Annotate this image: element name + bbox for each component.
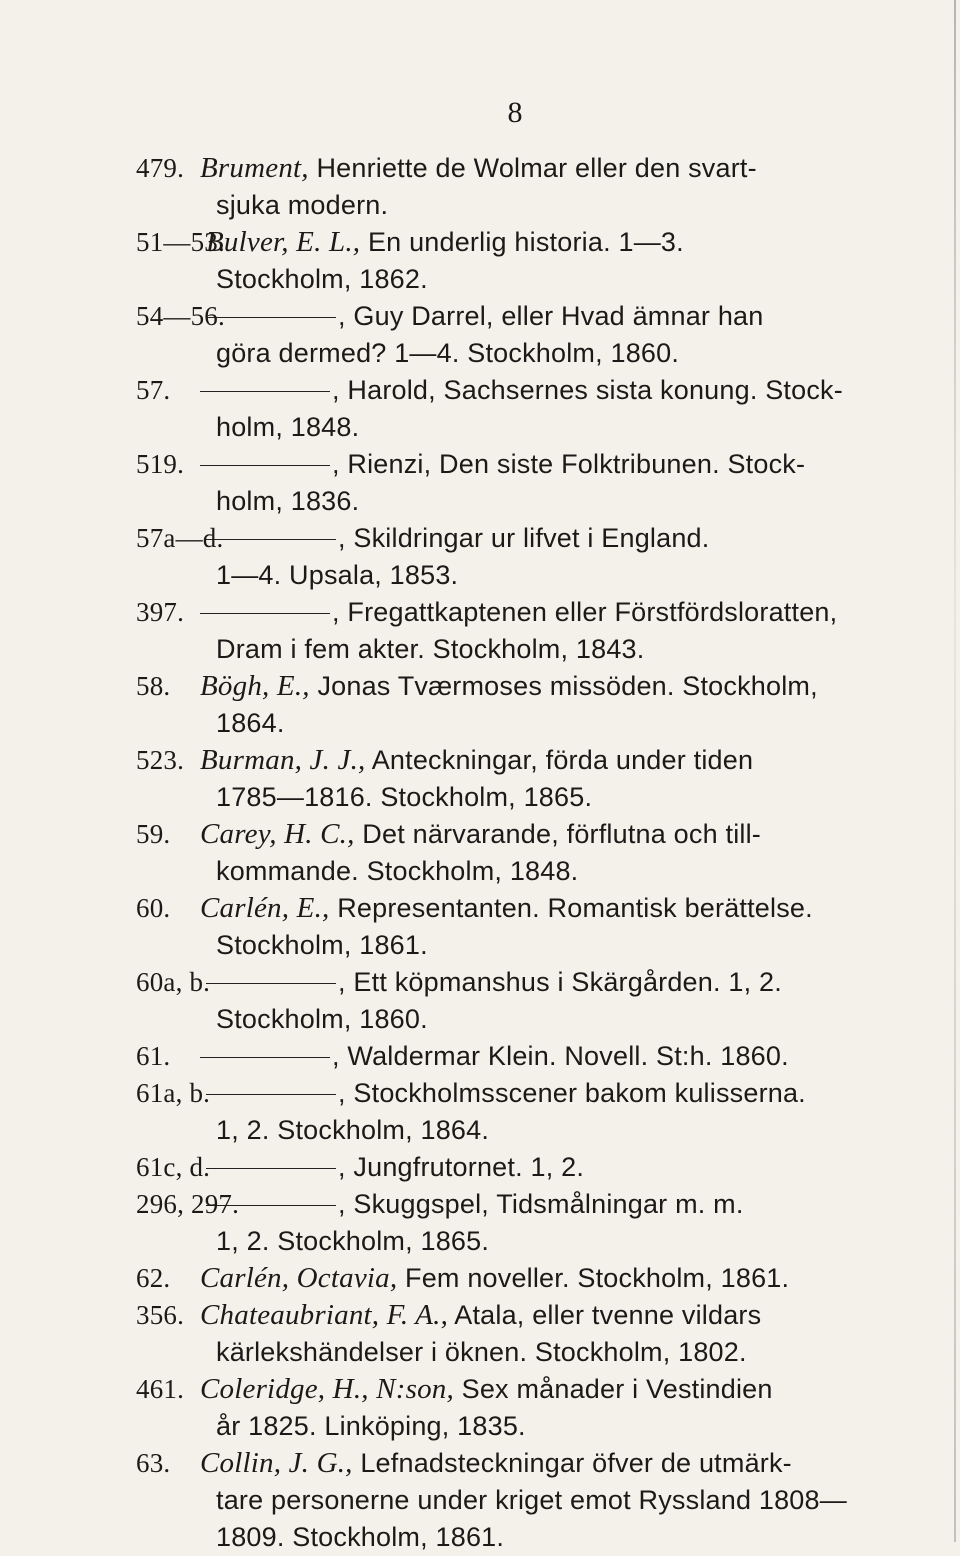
entry-text: , Skildringar ur lifvet i England. — [338, 523, 710, 553]
entry-number: 523. — [136, 745, 185, 775]
ditto-dash — [206, 1094, 336, 1095]
catalog-entry — [0, 1297, 960, 1371]
entry-text: Anteckningar, förda under tiden — [371, 745, 754, 775]
catalog-entry — [0, 1038, 960, 1075]
entry-author: Chateaubriant, F. A., — [200, 1299, 449, 1331]
catalog-entry — [0, 668, 960, 742]
entry-number: 397. — [136, 597, 185, 627]
entry-author: Coleridge, H., N:son, — [200, 1373, 454, 1405]
catalog-entry — [0, 446, 960, 520]
entry-number: 59. — [136, 819, 171, 849]
entry-line — [198, 668, 890, 705]
ditto-dash — [206, 983, 336, 984]
entry-author: Carlén, E., — [200, 892, 330, 924]
entry-number: 296, 297. — [136, 1189, 240, 1219]
entry-line — [216, 1112, 890, 1149]
entry-text: , Skuggspel, Tidsmålningar m. m. — [338, 1189, 744, 1219]
entry-text: , Guy Darrel, eller Hvad ämnar han — [338, 301, 764, 331]
entry-number: 519. — [136, 449, 185, 479]
entry-text: Sex månader i Vestindien — [461, 1374, 773, 1404]
entry-text: sjuka modern. — [216, 190, 389, 220]
entry-text: Atala, eller tvenne vildars — [454, 1300, 762, 1330]
entry-text: 1785—1816. Stockholm, 1865. — [216, 782, 593, 812]
entry-line — [198, 594, 890, 631]
catalog-entry — [0, 372, 960, 446]
entry-line — [198, 150, 890, 187]
entry-number: 54—56. — [136, 301, 225, 331]
entry-line — [198, 446, 890, 483]
entry-line — [216, 483, 890, 520]
ditto-dash — [206, 1168, 336, 1169]
entry-text: Stockholm, 1861. — [216, 930, 428, 960]
entry-line — [198, 1038, 890, 1075]
catalog-entry — [0, 890, 960, 964]
entry-line — [216, 187, 890, 224]
entry-line — [198, 1297, 890, 1334]
entry-text: 1—4. Upsala, 1853. — [216, 560, 459, 590]
entry-text: Henriette de Wolmar eller den svart- — [316, 153, 757, 183]
entry-number: 63. — [136, 1448, 171, 1478]
entry-line — [198, 964, 890, 1001]
entry-text: , Fregattkaptenen eller Förstfördsloratten, — [332, 597, 838, 627]
ditto-dash — [206, 539, 336, 540]
entry-line — [216, 1482, 890, 1519]
entry-number: 356. — [136, 1300, 185, 1330]
entry-text: , Stockholmsscener bakom kulisserna. — [338, 1078, 806, 1108]
entry-line — [216, 1519, 890, 1556]
entry-line — [216, 1001, 890, 1038]
entry-line — [216, 335, 890, 372]
entry-line — [198, 890, 890, 927]
catalog-entry — [0, 298, 960, 372]
entry-number: 58. — [136, 671, 171, 701]
catalog-entry — [0, 964, 960, 1038]
entry-line — [216, 261, 890, 298]
entry-number: 61c, d. — [136, 1152, 211, 1182]
entry-number: 461. — [136, 1374, 185, 1404]
catalog-entry — [0, 1149, 960, 1186]
entry-text: , Rienzi, Den siste Folktribunen. Stock- — [332, 449, 806, 479]
entry-author: Bulver, E. L., — [206, 226, 361, 258]
entry-number: 60a, b. — [136, 967, 211, 997]
catalog-entry — [0, 1075, 960, 1149]
entry-line — [216, 927, 890, 964]
entry-line — [216, 779, 890, 816]
catalog-entry — [0, 1186, 960, 1260]
entry-number: 60. — [136, 893, 171, 923]
entry-line — [216, 631, 890, 668]
entry-line — [216, 705, 890, 742]
entry-text: En underlig historia. 1—3. — [367, 227, 684, 257]
entry-line — [198, 224, 890, 261]
entry-text: kommande. Stockholm, 1848. — [216, 856, 579, 886]
entry-text: göra dermed? 1—4. Stockholm, 1860. — [216, 338, 680, 368]
entry-text: 1809. Stockholm, 1861. — [216, 1522, 505, 1552]
entry-number: 51—53. — [136, 227, 225, 257]
entry-text: Dram i fem akter. Stockholm, 1843. — [216, 634, 645, 664]
catalog-entry — [0, 150, 960, 224]
entry-author: Carey, H. C., — [200, 818, 355, 850]
entry-number: 479. — [136, 153, 185, 183]
entry-number: 57a—d. — [136, 523, 224, 553]
entry-line — [216, 1223, 890, 1260]
entry-number: 61a, b. — [136, 1078, 211, 1108]
entry-text: Jonas Tværmoses missöden. Stockholm, — [317, 671, 818, 701]
entry-text: , Jungfrutornet. 1, 2. — [338, 1152, 585, 1182]
entry-text: år 1825. Linköping, 1835. — [216, 1411, 526, 1441]
entry-text: , Ett köpmanshus i Skärgården. 1, 2. — [338, 967, 782, 997]
entry-text: , Harold, Sachsernes sista konung. Stock- — [332, 375, 843, 405]
catalog-entry — [0, 520, 960, 594]
entry-number: 57. — [136, 375, 171, 405]
entry-line — [198, 816, 890, 853]
entry-line — [216, 1334, 890, 1371]
entry-text: 1, 2. Stockholm, 1864. — [216, 1115, 490, 1145]
catalog-entry — [0, 742, 960, 816]
entry-author: Collin, J. G., — [200, 1447, 353, 1479]
entry-line — [198, 372, 890, 409]
entry-line — [216, 557, 890, 594]
entry-line — [198, 1445, 890, 1482]
entry-line — [198, 298, 890, 335]
entry-line — [198, 742, 890, 779]
entry-line — [216, 853, 890, 890]
entry-text: kärlekshändelser i öknen. Stockholm, 1802. — [216, 1337, 747, 1367]
entry-text: 1, 2. Stockholm, 1865. — [216, 1226, 490, 1256]
catalog-entry — [0, 1371, 960, 1445]
entry-text: Stockholm, 1862. — [216, 264, 428, 294]
entry-line — [216, 1408, 890, 1445]
entry-text: 1864. — [216, 708, 285, 738]
catalog-entry — [0, 224, 960, 298]
entry-line — [198, 1149, 890, 1186]
ditto-dash — [200, 613, 330, 614]
ditto-dash — [200, 1057, 330, 1058]
entry-line — [198, 1260, 890, 1297]
page-edge-shadow — [954, 0, 956, 1542]
catalog-entry — [0, 594, 960, 668]
entry-author: Bögh, E., — [200, 670, 310, 702]
entry-line — [198, 520, 890, 557]
entry-number: 61. — [136, 1041, 171, 1071]
entry-line — [198, 1371, 890, 1408]
entry-text: , Waldermar Klein. Novell. St:h. 1860. — [332, 1041, 789, 1071]
ditto-dash — [206, 317, 336, 318]
entry-text: holm, 1848. — [216, 412, 360, 442]
entry-author: Brument, — [200, 152, 309, 184]
entry-line — [198, 1186, 890, 1223]
entry-number: 62. — [136, 1263, 171, 1293]
entry-author: Carlén, Octavia, — [200, 1262, 398, 1294]
entry-line — [198, 1075, 890, 1112]
entry-text: Representanten. Romantisk berättelse. — [337, 893, 813, 923]
page-number: 8 — [507, 96, 523, 129]
entry-text: Det närvarande, förflutna och till- — [362, 819, 761, 849]
catalog-entries — [0, 150, 960, 1556]
ditto-dash — [200, 391, 330, 392]
entry-text: Stockholm, 1860. — [216, 1004, 428, 1034]
entry-text: tare personerne under kriget emot Ryssland 1808— — [216, 1485, 847, 1515]
entry-author: Burman, J. J., — [200, 744, 366, 776]
entry-text: Fem noveller. Stockholm, 1861. — [405, 1263, 790, 1293]
catalog-entry — [0, 1445, 960, 1556]
entry-line — [216, 409, 890, 446]
catalog-entry — [0, 1260, 960, 1297]
ditto-dash — [200, 465, 330, 466]
entry-text: Lefnadsteckningar öfver de utmärk- — [360, 1448, 792, 1478]
catalog-entry — [0, 816, 960, 890]
entry-text: holm, 1836. — [216, 486, 360, 516]
